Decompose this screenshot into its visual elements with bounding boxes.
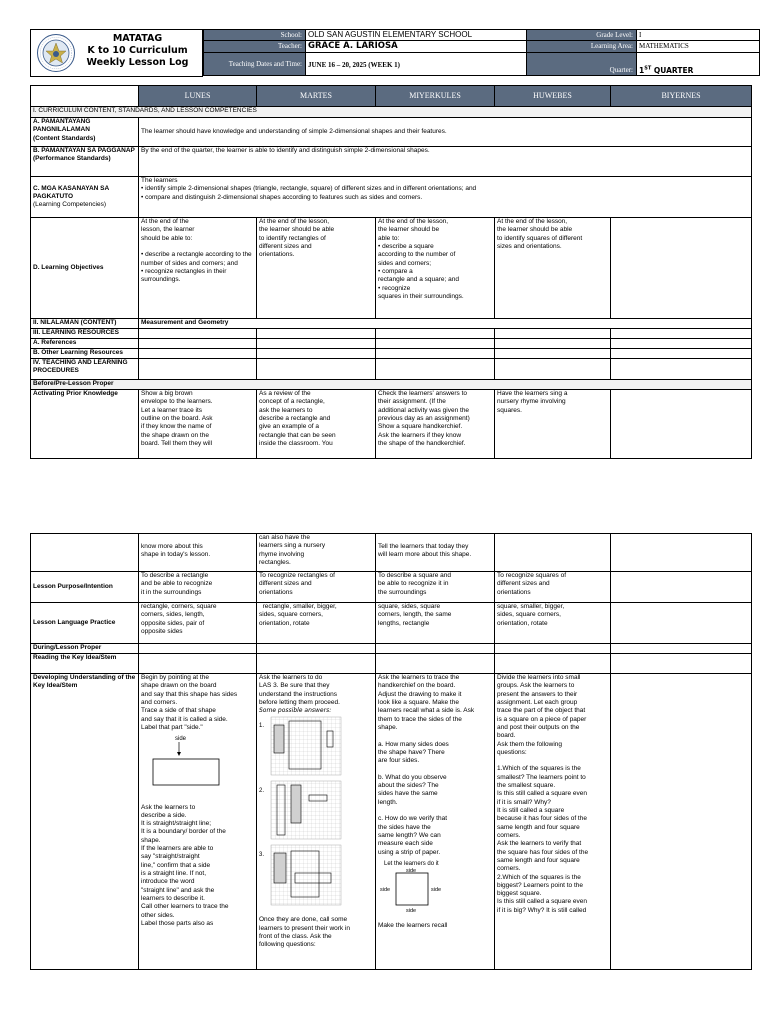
prior-knowledge-fri xyxy=(611,390,752,459)
developing-wed xyxy=(376,674,495,970)
content-text: Measurement and Geometry xyxy=(139,319,752,329)
day-header-mon: LUNES xyxy=(139,86,257,107)
continued-label xyxy=(31,534,139,572)
teacher-value: GRACE A. LARIOSA xyxy=(306,41,527,53)
prior-knowledge-wed: Check the learners' answers to their assignment. (If the additional activity was given the previous day as an assignment) Show a square handkerchief. Ask the learners if they know the shape of the handkerchief. xyxy=(376,390,495,459)
developing-mon-top: Begin by pointing at the shape drawn on the board and say that this shape has sides and corners. Trace a side of that shape and say that it is called a side. Label that part "side." xyxy=(141,674,238,731)
content-label: II. NILALAMAN (CONTENT) xyxy=(31,319,139,329)
during-lesson-label: During/Lesson Proper xyxy=(31,644,139,654)
side-bottom: side xyxy=(406,907,417,914)
developing-wed-bottom: Make the learners recall xyxy=(378,922,448,930)
lesson-log-table-page1 xyxy=(30,85,752,459)
language-mon: rectangle, corners, square corners, sides, length, opposite sides, pair of opposite sides xyxy=(139,603,257,644)
rectangle-side-figure xyxy=(141,732,253,800)
dates-value: JUNE 16 – 20, 2025 (WEEK 1) xyxy=(306,53,527,76)
performance-standards-text: By the end of the quarter, the learner is able to identify and distinguish simple 2-dimensional shapes. xyxy=(139,147,752,177)
purpose-tue: To recognize rectangles of different sizes and orientations xyxy=(257,572,376,603)
continued-tue: can also have the learners sing a nursery rhyme involving rectangles. xyxy=(257,534,376,572)
before-lesson-label: Before/Pre-Lesson Proper xyxy=(31,380,752,390)
prior-knowledge-thu: Have the learners sing a nursery rhyme involving squares. xyxy=(495,390,611,459)
purpose-thu: To recognize squares of different sizes and orientations xyxy=(495,572,611,603)
developing-mon xyxy=(139,674,257,970)
developing-tue-top: Ask the learners to do LAS 3. Be sure that they understand the instructions before letting them proceed. xyxy=(259,674,340,706)
lesson-log-table-page2 xyxy=(30,533,752,970)
grade-label: Grade Level: xyxy=(527,30,637,41)
lesson-purpose-label: Lesson Purpose/Intention xyxy=(31,572,139,603)
answer-number-3: 3. xyxy=(259,851,265,858)
key-idea-label: Reading the Key Idea/Stem xyxy=(31,654,139,674)
language-wed: square, sides, square corners, length, the same lengths, rectangle xyxy=(376,603,495,644)
grade-value: I xyxy=(637,30,760,41)
quarter-value xyxy=(637,53,760,76)
developing-understanding-label: Developing Understanding of the Key Idea/Stem xyxy=(31,674,139,970)
developing-tue-bottom: Once they are done, call some learners to present their work in front of the class. Ask the following questions: xyxy=(259,916,351,949)
side-right: side xyxy=(431,886,442,893)
prior-knowledge-label: Activating Prior Knowledge xyxy=(31,390,139,459)
title-curriculum: K to 10 Curriculum xyxy=(87,45,188,56)
day-header-fri: BIYERNES xyxy=(611,86,752,107)
developing-thu: Divide the learners into small groups. Ask the learners to present the answers to their assignment. Let each group trace the part of the object that is a square on a piece of paper and post their outputs on the board. Ask them the following questions: 1.Which of the squares is the smallest? The learners point to the smallest square. Is this still called a square even if it is small? Why? It is still called a square because it has four sides of the same length and four square corners. Ask the learners to verify that the square has four sides of the same length and four square corners. 2.Which of the squares is the biggest? Learners point to the biggest square. Is this still called a square even if it is big? Why? It is still called xyxy=(495,674,611,970)
prior-knowledge-tue: As a review of the concept of a rectangle, ask the learners to describe a rectangle and give an example of a rectangle that can be seen inside the classroom. You xyxy=(257,390,376,459)
day-header-thu: HUWEBES xyxy=(495,86,611,107)
references-label: A. References xyxy=(31,339,139,349)
title-lesson-log: Weekly Lesson Log xyxy=(86,57,189,68)
objectives-thu: At the end of the lesson, the learner should be able to identify squares of different sizes and orientations. xyxy=(495,218,611,319)
answer-number-1: 1. xyxy=(259,722,265,729)
title-block xyxy=(30,29,203,77)
developing-fri xyxy=(611,674,752,970)
deped-seal-icon xyxy=(36,33,76,73)
corner-cell xyxy=(31,86,139,107)
section-curriculum: I. CURRICULUM CONTENT, STANDARDS, AND LESSON COMPETENCIES xyxy=(31,107,752,118)
answer-number-2: 2. xyxy=(259,787,265,794)
content-standards-text: The learner should have knowledge and understanding of simple 2-dimensional shapes and their features. xyxy=(139,118,752,147)
continued-wed: Tell the learners that today they will learn more about this shape. xyxy=(376,534,495,572)
language-practice-label: Lesson Language Practice xyxy=(31,603,139,644)
day-header-tue: MARTES xyxy=(257,86,376,107)
area-label: Learning Area: xyxy=(527,41,637,53)
developing-wed-top: Ask the learners to trace the handkerchief on the board. Adjust the drawing to make it look like a square. Make the learners recall what a side is. Ask them to trace the sides of the shape. a. How many sides does the shape have? There are four sides. b. What do you observe about the sides? The sides have the same length. c. How do we verify that the sides have the same length? We can measure each side using a strip of paper. xyxy=(378,674,475,856)
header-info-table xyxy=(203,29,760,76)
objectives-wed: At the end of the lesson, the learner should be able to: • describe a square according to the number of sides and corners; • compare a rectangle and a square; and • recognize squares in their surroundings. xyxy=(376,218,495,319)
dates-label: Teaching Dates and Time: xyxy=(204,53,306,76)
developing-mon-bottom: Ask the learners to describe a side. It is straight/straight line; It is a boundary/ border of the shape. If the learners are able to say "straight/straight line," confirm that a side is a straight line. If not, introduce the word "straight line" and ask the learners to describe it. Call other learners to trace the other sides. Label those parts also as xyxy=(141,803,229,927)
grid-answers-figure xyxy=(259,715,373,913)
school-label: School: xyxy=(204,30,306,41)
day-header-wed: MIYERKULES xyxy=(376,86,495,107)
language-tue: rectangle, smaller, bigger, sides, square corners, orientation, rotate xyxy=(257,603,376,644)
side-left: side xyxy=(380,886,391,893)
title-matatag: MATATAG xyxy=(112,33,163,44)
fig-title: Let the learners do it xyxy=(384,860,439,867)
performance-standards-label: B. PAMANTAYAN SA PAGGANAP (Performance Standards) xyxy=(31,147,139,177)
quarter-text: 1ST QUARTER xyxy=(639,65,694,75)
language-thu: square, smaller, bigger, sides, square corners, orientation, rotate xyxy=(495,603,611,644)
objectives-fri xyxy=(611,218,752,319)
content-standards-label: A. PAMANTAYANG PANGNILALAMAN (Content Standards) xyxy=(31,118,139,147)
purpose-mon: To describe a rectangle and be able to recognize it in the surroundings xyxy=(139,572,257,603)
side-top: side xyxy=(406,867,417,874)
learning-competencies-label: C. MGA KASANAYAN SA PAGKATUTO (Learning Competencies) xyxy=(31,177,139,218)
quarter-label: Quarter: xyxy=(527,53,637,76)
procedures-label: IV. TEACHING AND LEARNING PROCEDURES xyxy=(31,359,139,380)
learning-competencies-text: The learners • identify simple 2-dimensional shapes (triangle, rectangle, square) of different sizes and in different orientations; and • compare and distinguish 2-dimensional shapes according to features such as sides and corners. xyxy=(139,177,752,218)
other-resources-label: B. Other Learning Resources xyxy=(31,349,139,359)
learning-resources-label: III. LEARNING RESOURCES xyxy=(31,329,139,339)
learning-objectives-label: D. Learning Objectives xyxy=(31,218,139,319)
prior-knowledge-mon: Show a big brown envelope to the learners. Let a learner trace its outline on the board. Ask if they know the name of the shape drawn on the board. Tell them they will xyxy=(139,390,257,459)
purpose-wed: To describe a square and be able to recognize it in the surroundings xyxy=(376,572,495,603)
school-value: OLD SAN AGUSTIN ELEMENTARY SCHOOL xyxy=(306,30,527,41)
square-sides-figure xyxy=(378,857,490,919)
possible-answers-label: Some possible answers: xyxy=(259,707,332,715)
objectives-tue: At the end of the lesson, the learner should be able to identify rectangles of different sizes and orientations. xyxy=(257,218,376,319)
area-value: MATHEMATICS xyxy=(637,41,760,53)
objectives-mon: At the end of the lesson, the learner should be able to: • describe a rectangle according to the number of sides and corners; and • recognize rectangles in their surroundings. xyxy=(139,218,257,319)
continued-mon: know more about this shape in today's lesson. xyxy=(139,534,257,572)
side-label: side xyxy=(175,736,187,743)
teacher-label: Teacher: xyxy=(204,41,306,53)
developing-tue xyxy=(257,674,376,970)
